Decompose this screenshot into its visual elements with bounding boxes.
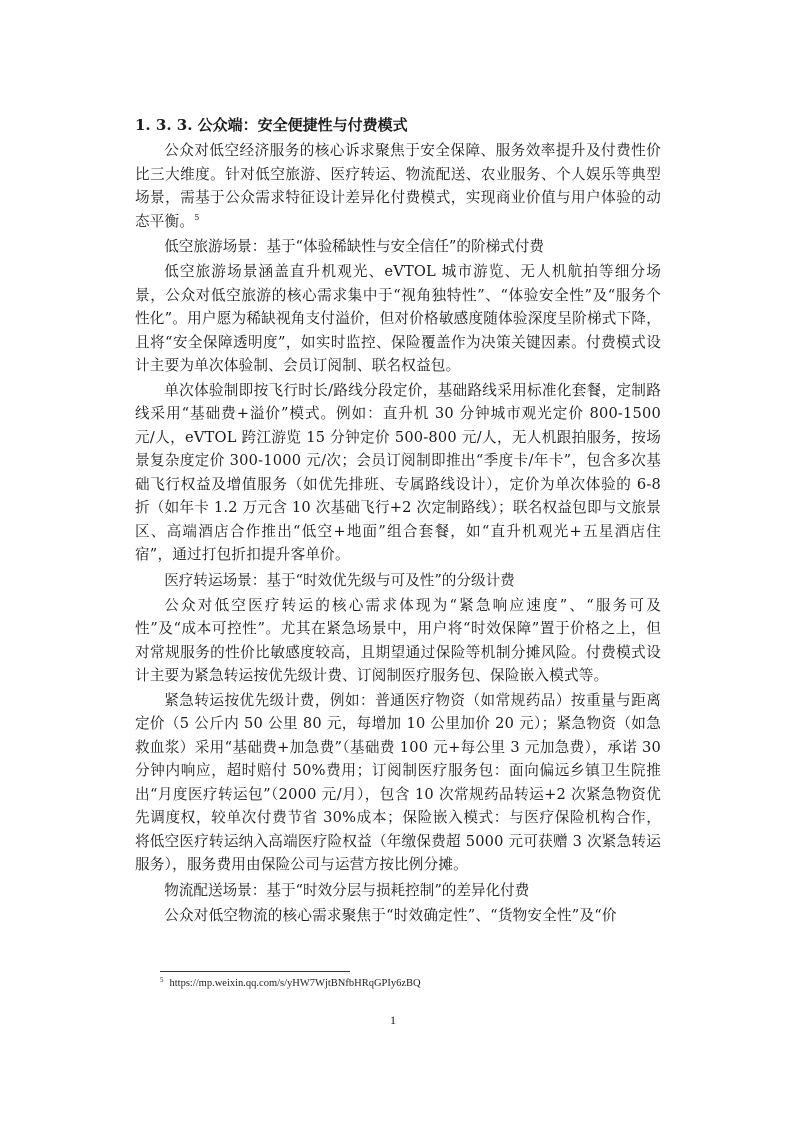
page-number: 1 [390, 1013, 396, 1027]
footnote-reference[interactable]: 5 [194, 212, 200, 222]
subheading-medical: 医疗转运场景：基于“时效优先级与可及性”的分级计费 [164, 571, 515, 589]
subheading-tourism: 低空旅游场景：基于“体验稀缺性与安全信任”的阶梯式付费 [164, 238, 544, 255]
paragraph-medical-needs: 公众对低空医疗转运的核心需求体现为“紧急响应速度”、“服务可及性”及“成本可控性”。尤其在紧急场景中，用户将“时效保障”置于价格之上，但对常规服务的性价比敏感度较高，且期望通过保险等机制分摊风险。付费模式设计主要为紧急转运按优先级计费、订阅制医疗服务包、保险嵌入模式等。 [135, 596, 661, 684]
footnote-number: 5 [160, 975, 164, 984]
footnote-divider [160, 971, 350, 972]
paragraph-logistics-needs: 公众对低空物流的核心需求聚焦于“时效确定性”、“货物安全性”及“价 [164, 906, 617, 924]
paragraph-intro [135, 139, 661, 233]
footnote [160, 975, 421, 989]
paragraph-tourism-needs: 低空旅游场景涵盖直升机观光、eVTOL 城市游览、无人机航拍等细分场景，公众对低空旅游的核心需求集中于“视角独特性”、“体验安全性”及“服务个性化”。用户愿为稀缺视角支付溢价，但对价格敏感度随体验深度呈阶梯式下降，且将“安全保障透明度”，如实时监控、保险覆盖作为决策关键因素。付费模式设计主要为单次体验制、会员订阅制、联名权益包。 [135, 263, 661, 374]
section-heading: 1. 3. 3. 公众端：安全便捷性与付费模式 [135, 116, 408, 134]
paragraph-text: 公众对低空经济服务的核心诉求聚焦于安全保障、服务效率提升及付费性价比三大维度。针对低空旅游、医疗转运、物流配送、农业服务、个人娱乐等典型场景，需基于公众需求特征设计差异化付费模式，实现商业价值与用户体验的动态平衡。 [135, 142, 661, 230]
footnote-link[interactable]: https://mp.weixin.qq.com/s/yHW7WjtBNfbHRqGPIy6zBQ [169, 978, 421, 989]
subheading-logistics: 物流配送场景：基于“时效分层与损耗控制”的差异化付费 [164, 881, 530, 899]
paragraph-medical-pricing: 紧急转运按优先级计费，例如：普通医疗物资（如常规药品）按重量与距离定价（5 公斤内 50 公里 80 元，每增加 10 公里加价 20 元）；紧急物资（如急救血浆）采用“基础费+加急费”（基础费 100 元+每公里 3 元加急费），承诺 30 分钟内响应，超时赔付 50%费用；订阅制医疗服务包：面向偏远乡镇卫生院推出“月度医疗转运包”（2000 元/月），包含 10 次常规药品转运+2 次紧急物资优先调度权，较单次付费节省 30%成本；保险嵌入模式：与医疗保险机构合作，将低空医疗转运纳入高端医疗险权益（年缴保费超 5000 元可获赠 3 次紧急转运服务），服务费用由保险公司与运营方按比例分摊。 [135, 691, 661, 873]
body-content [135, 112, 661, 928]
paragraph-tourism-pricing: 单次体验制即按飞行时长/路线分段定价，基础路线采用标准化套餐，定制路线采用“基础费+溢价”模式。例如：直升机 30 分钟城市观光定价 800-1500 元/人，eVTOL 跨江游览 15 分钟定价 500-800 元/人，无人机跟拍服务，按场景复杂度定价 300-1000 元/次；会员订阅制即推出“季度卡/年卡”，包含多次基础飞行权益及增值服务（如优先排班、专属路线设计），定价为单次体验的 6-8 折（如年卡 1.2 万元含 10 次基础飞行+2 次定制路线）；联名权益包即与文旅景区、高端酒店合作推出“低空+地面”组合套餐，如“直升机观光+五星酒店住宿”，通过打包折扣提升客单价。 [135, 381, 661, 563]
